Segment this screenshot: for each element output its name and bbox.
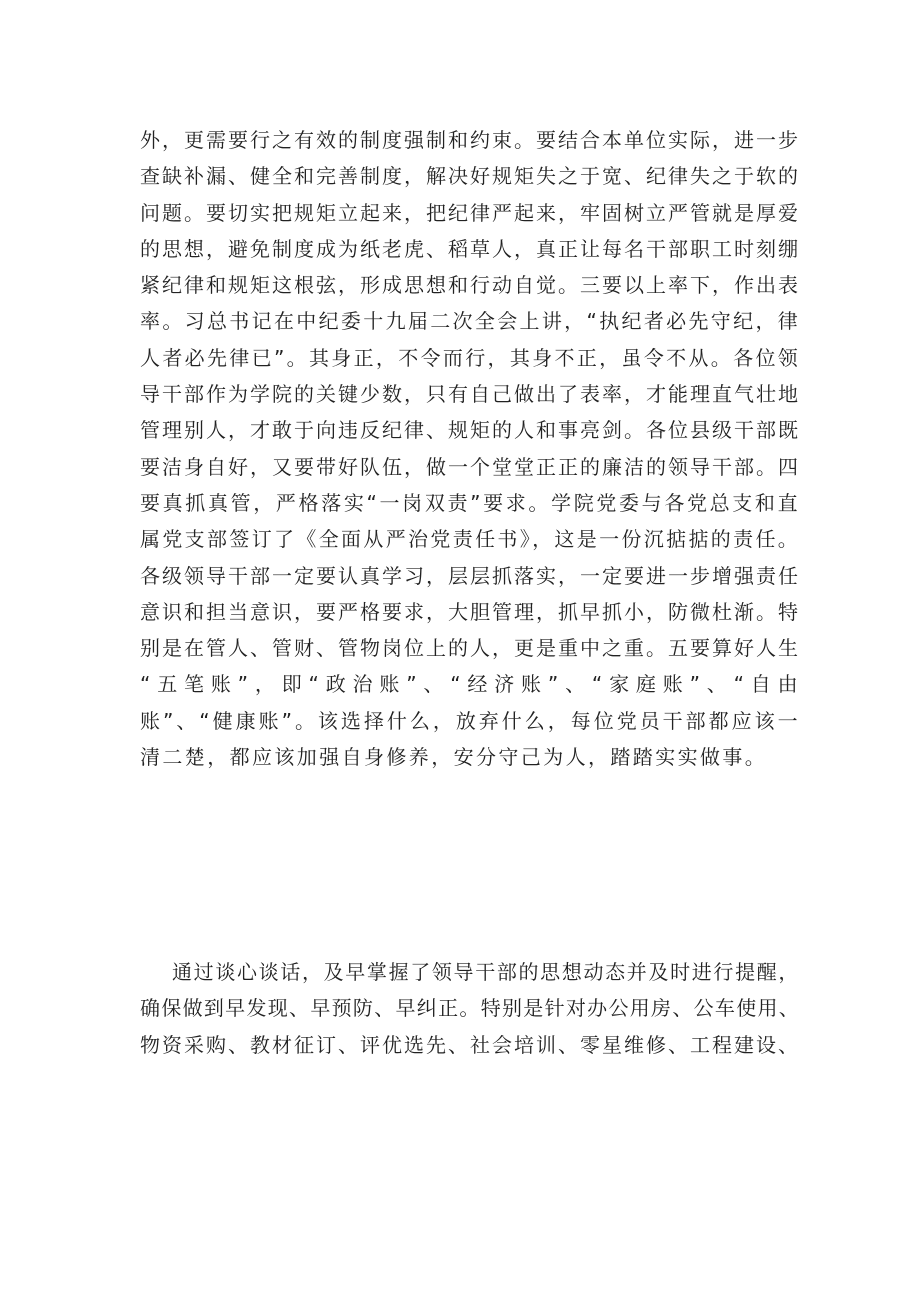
- text-line: 要洁身自好，又要带好队伍，做一个堂堂正正的廉洁的领导干部。四: [140, 454, 800, 479]
- text-line: “五笔账”，即“政治账”、“经济账”、“家庭账”、“自由: [140, 672, 800, 697]
- text-line: 管理别人，才敢于向违反纪律、规矩的人和事亮剑。各位县级干部既: [140, 418, 800, 443]
- text-line: 问题。要切实把规矩立起来，把纪律严起来，牢固树立严管就是厚爱: [140, 200, 800, 225]
- text-line: 要真抓真管，严格落实“一岗双责”要求。学院党委与各党总支和直: [140, 490, 800, 515]
- text-line: 率。习总书记在中纪委十九届二次全会上讲，“执纪者必先守纪，律: [140, 309, 800, 334]
- text-line: 各级领导干部一定要认真学习，层层抓落实，一定要进一步增强责任: [140, 563, 800, 588]
- paragraph-2: [140, 954, 800, 1063]
- text-line: 别是在管人、管财、管物岗位上的人，更是重中之重。五要算好人生: [140, 636, 800, 661]
- text-line: 导干部作为学院的关键少数，只有自己做出了表率，才能理直气壮地: [140, 382, 800, 407]
- text-line: 通过谈心谈话，及早掌握了领导干部的思想动态并及时进行提醒，: [172, 960, 800, 984]
- text-line: 账”、“健康账”。该选择什么，放弃什么，每位党员干部都应该一: [140, 708, 800, 733]
- text-line: 物资采购、教材征订、评优选先、社会培训、零星维修、工程建设、: [140, 1032, 800, 1057]
- text-line: 属党支部签订了《全面从严治党责任书》，这是一份沉掂掂的责任。: [140, 527, 800, 552]
- text-line: 意识和担当意识，要严格要求，大胆管理，抓早抓小，防微杜渐。特: [140, 599, 800, 624]
- text-line: 查缺补漏、健全和完善制度，解决好规矩失之于宽、纪律失之于软的: [140, 164, 800, 189]
- text-line: 外，更需要行之有效的制度强制和约束。要结合本单位实际，进一步: [140, 128, 800, 152]
- text-line: 清二楚，都应该加强自身修养，安分守己为人，踏踏实实做事。: [140, 745, 768, 770]
- text-line: 确保做到早发现、早预防、早纠正。特别是针对办公用房、公车使用、: [140, 996, 800, 1021]
- text-line: 人者必先律已”。其身正，不令而行，其身不正，虽令不从。各位领: [140, 345, 800, 370]
- paragraph-1: [140, 122, 800, 775]
- text-line: 的思想，避免制度成为纸老虎、稻草人，真正让每名干部职工时刻绷: [140, 236, 800, 261]
- text-line: 紧纪律和规矩这根弦，形成思想和行动自觉。三要以上率下，作出表: [140, 273, 800, 298]
